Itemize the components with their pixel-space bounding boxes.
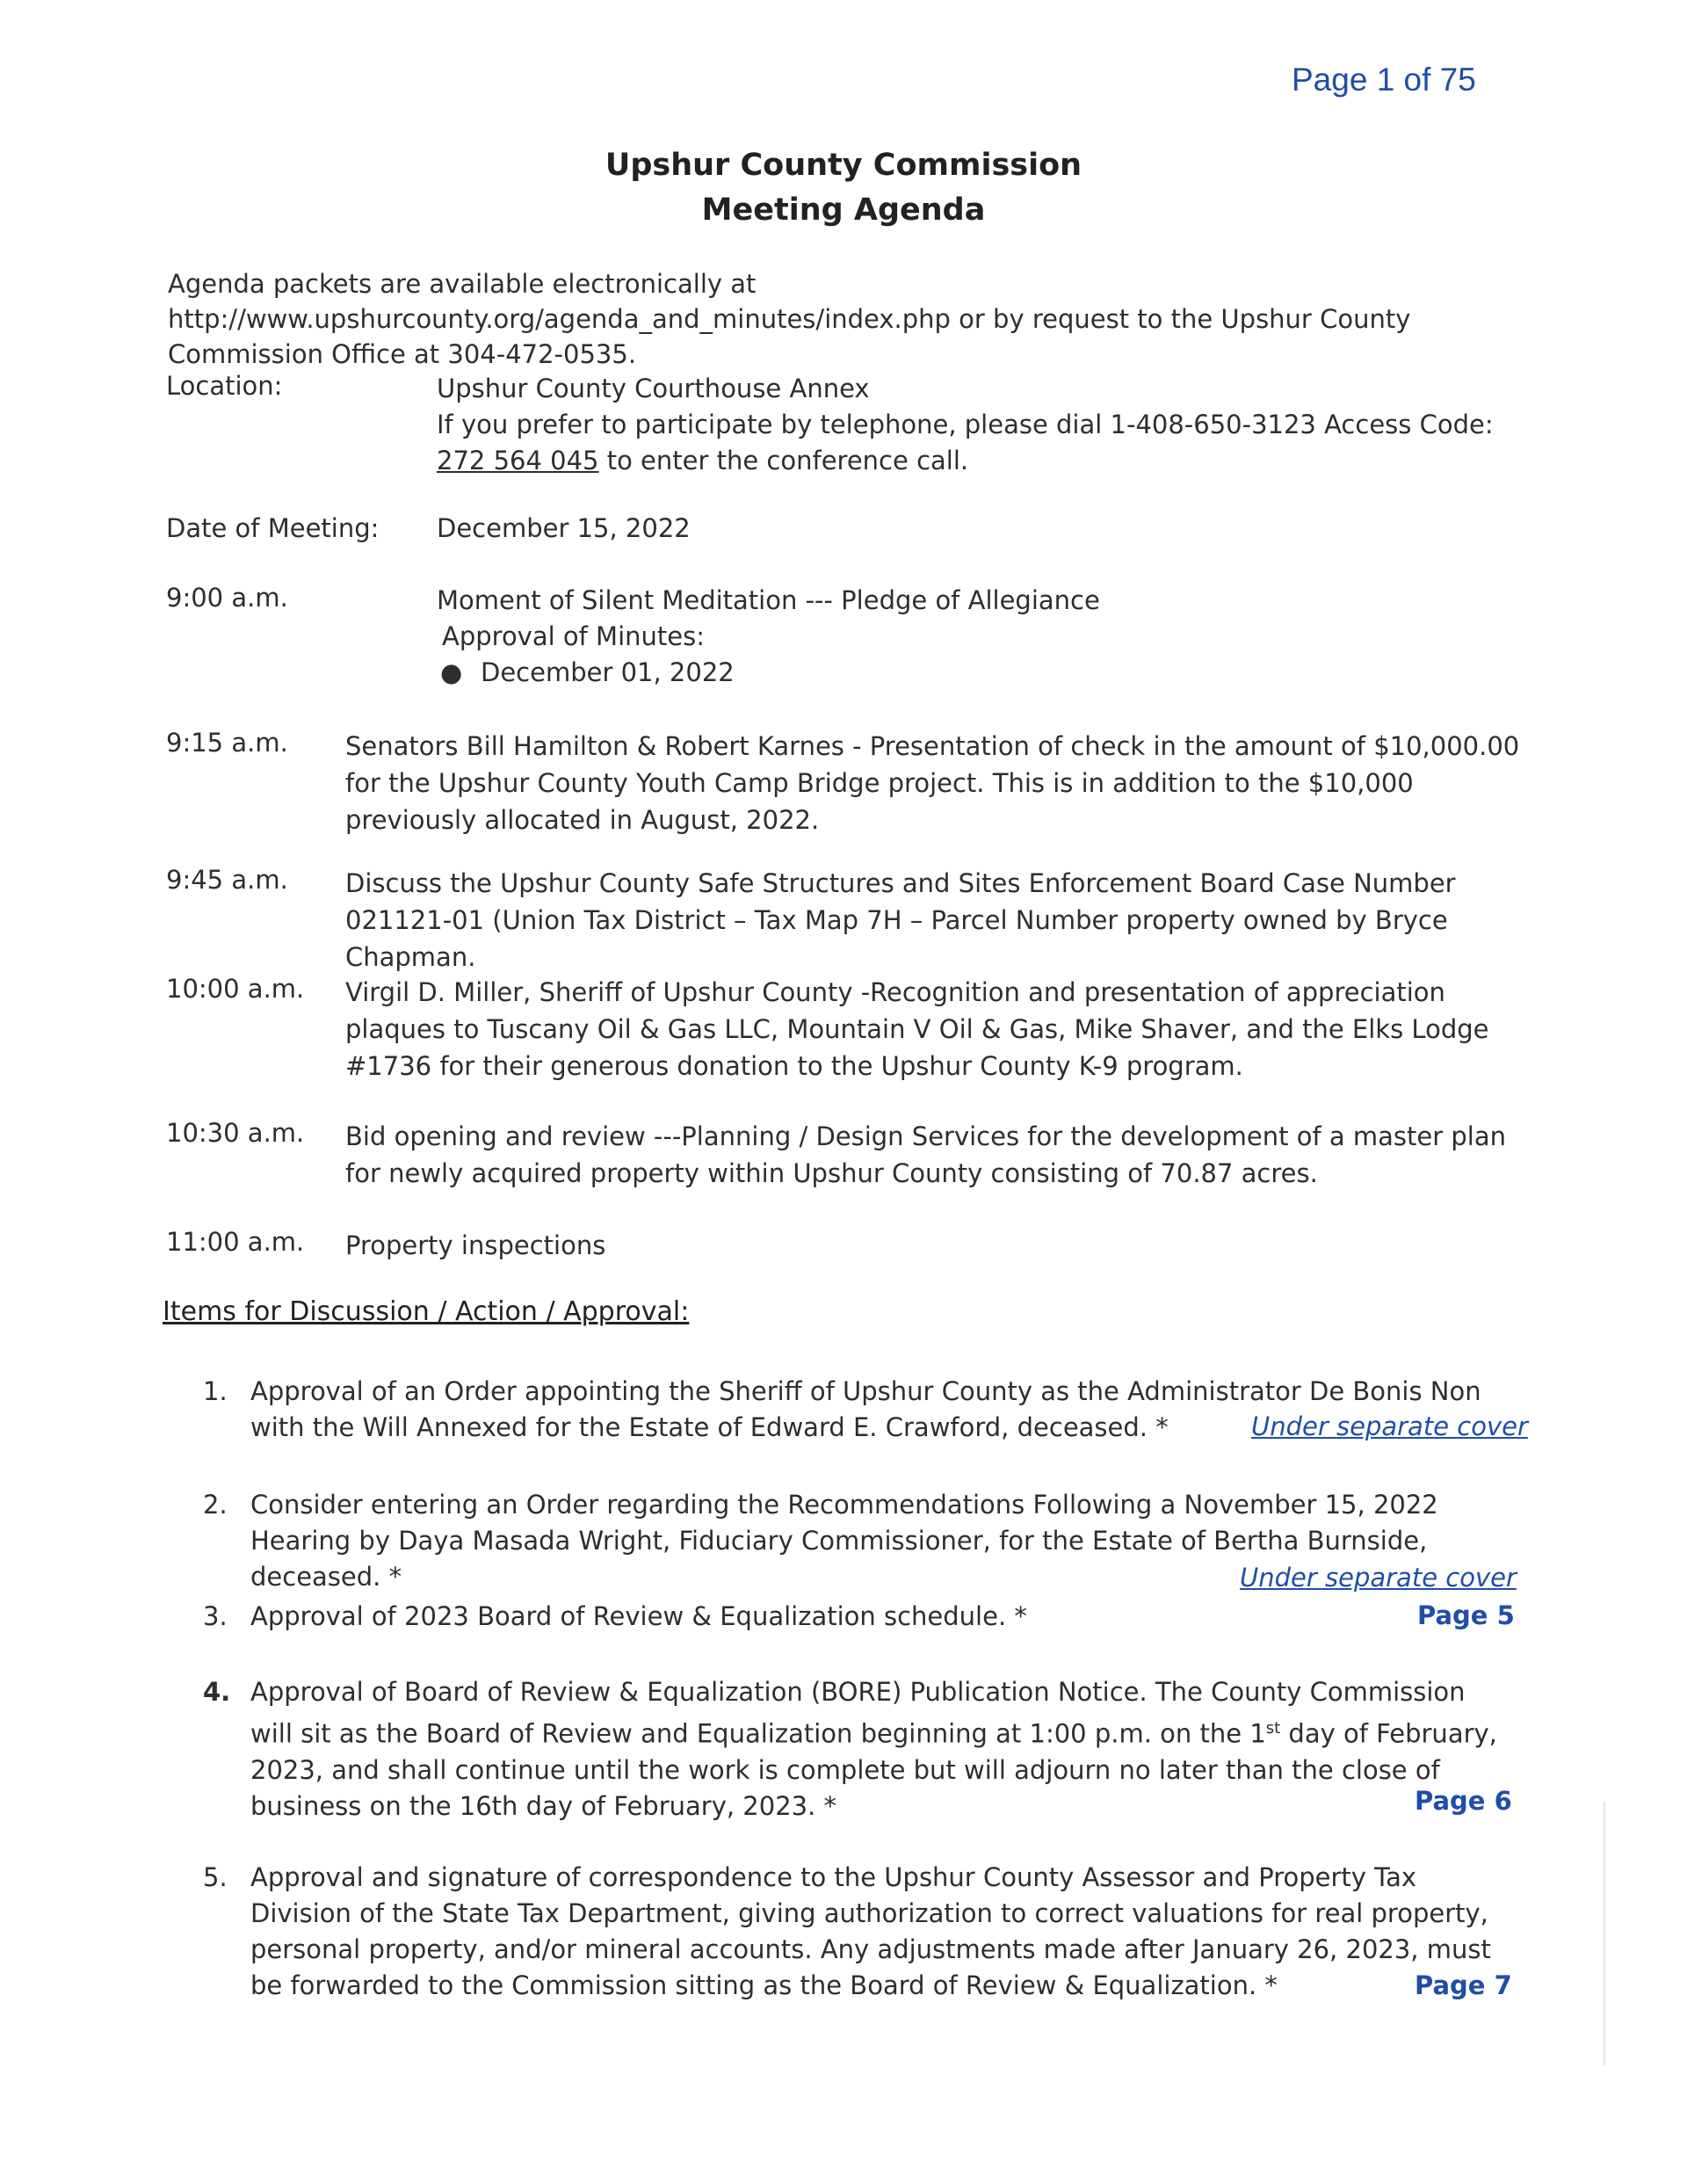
schedule-time: 10:00 a.m. <box>166 974 305 1004</box>
item-text-sup: st <box>1265 1719 1281 1738</box>
schedule-line: Moment of Silent Meditation --- Pledge of Allegiance <box>437 585 1100 615</box>
page-reference[interactable]: Page 5 <box>1417 1600 1515 1630</box>
schedule-text: Senators Bill Hamilton & Robert Karnes - Presentation of check in the amount of $10,000.00 for the Upshur County Youth Camp Bridge project. This is in addition to the $10,000 previously allocated in August, 2022. <box>345 731 1520 835</box>
page-reference[interactable]: Page 6 <box>1415 1786 1512 1816</box>
schedule-text: Virgil D. Miller, Sheriff of Upshur County -Recognition and presentation of appreciation plaques to Tuscany Oil & Gas LLC, Mountain V Oil & Gas, Mike Shaver, and the Elks Lodge #1736 for their generous donation to the Upshur County K-9 program. <box>345 977 1489 1081</box>
bullet-icon: ● <box>440 657 463 687</box>
location-content <box>437 371 1535 479</box>
page-number: Page 1 of 75 <box>1292 62 1476 98</box>
bullet-item <box>437 655 1535 691</box>
page-title: Upshur County Commission <box>605 148 1082 183</box>
schedule-time: 10:30 a.m. <box>166 1118 305 1148</box>
schedule-time: 9:15 a.m. <box>166 728 288 758</box>
schedule-time: 11:00 a.m. <box>166 1227 305 1257</box>
schedule-content <box>437 583 1535 691</box>
page-header <box>0 143 1687 233</box>
item-number: 5. <box>203 1862 228 1892</box>
schedule-line: Approval of Minutes: <box>442 621 705 651</box>
schedule-text: Bid opening and review ---Planning / Design Services for the development of a master plan for newly acquired property within Upshur County consisting of 70.87 acres. <box>345 1121 1506 1188</box>
under-separate-cover-link[interactable]: Under separate cover <box>1251 1411 1528 1441</box>
schedule-text: Property inspections <box>345 1230 606 1260</box>
schedule-time: 9:45 a.m. <box>166 865 288 895</box>
intro-paragraph: Agenda packets are available electronically at http://www.upshurcounty.org/agenda_and_minutes/index.php or by request to the Upshur County Commission Office at 304-472-0535. <box>168 269 1411 369</box>
location-place: Upshur County Courthouse Annex <box>437 374 870 403</box>
item-text <box>250 1674 1498 1825</box>
scan-artifact-line <box>1604 1802 1605 2065</box>
page-subtitle: Meeting Agenda <box>701 192 986 228</box>
item-text: Consider entering an Order regarding the Recommendations Following a November 15, 2022 Hearing by Daya Masada Wright, Fiduciary Commissioner, for the Estate of Bertha Burnside, deceased. * <box>250 1490 1438 1592</box>
date-label: Date of Meeting: <box>166 513 380 543</box>
item-number: 3. <box>203 1601 228 1631</box>
item-number: 1. <box>203 1376 228 1406</box>
schedule-text: Discuss the Upshur County Safe Structures and Sites Enforcement Board Case Number 021121-01 (Union Tax District – Tax Map 7H – Parcel Number property owned by Bryce Chapman. <box>345 868 1456 972</box>
bullet-text: December 01, 2022 <box>481 657 735 687</box>
access-code: 272 564 045 <box>437 446 599 475</box>
item-text-part: Approval of Board of Review & Equalization (BORE) Publication Notice. The County Commission will sit as the Board of Review and Equalization beginning at 1:00 p.m. on the 1 <box>250 1677 1466 1749</box>
section-heading: Items for Discussion / Action / Approval: <box>163 1296 690 1327</box>
under-separate-cover-link[interactable]: Under separate cover <box>1240 1563 1517 1593</box>
schedule-time: 9:00 a.m. <box>166 583 288 613</box>
date-value: December 15, 2022 <box>437 513 691 543</box>
item-number: 2. <box>203 1490 228 1520</box>
location-phone <box>437 407 1535 479</box>
item-number: 4. <box>203 1677 231 1707</box>
item-text: Approval of 2023 Board of Review & Equalization schedule. * <box>250 1601 1027 1631</box>
page-reference[interactable]: Page 7 <box>1415 1970 1512 2000</box>
phone-text: If you prefer to participate by telephone, please dial 1-408-650-3123 Access Code: <box>437 410 1494 439</box>
item-text-part: day of February, 2023, and shall continue until the work is complete but will adjourn no later than the close of business on the 16th day of February, 2023. * <box>250 1718 1497 1821</box>
location-label: Location: <box>166 371 283 401</box>
item-text: Approval of an Order appointing the Sheriff of Upshur County as the Administrator De Bonis Non with the Will Annexed for the Estate of Edward E. Crawford, deceased. * <box>250 1376 1481 1442</box>
item-text: Approval and signature of correspondence to the Upshur County Assessor and Property Tax Division of the State Tax Department, giving authorization to correct valuations for real property, personal property, and/or mineral accounts. Any adjustments made after January 26, 2023, must be forwarded to the Commission sitting as the Board of Review & Equalization. * <box>250 1862 1491 2000</box>
phone-suffix: to enter the conference call. <box>606 446 969 475</box>
